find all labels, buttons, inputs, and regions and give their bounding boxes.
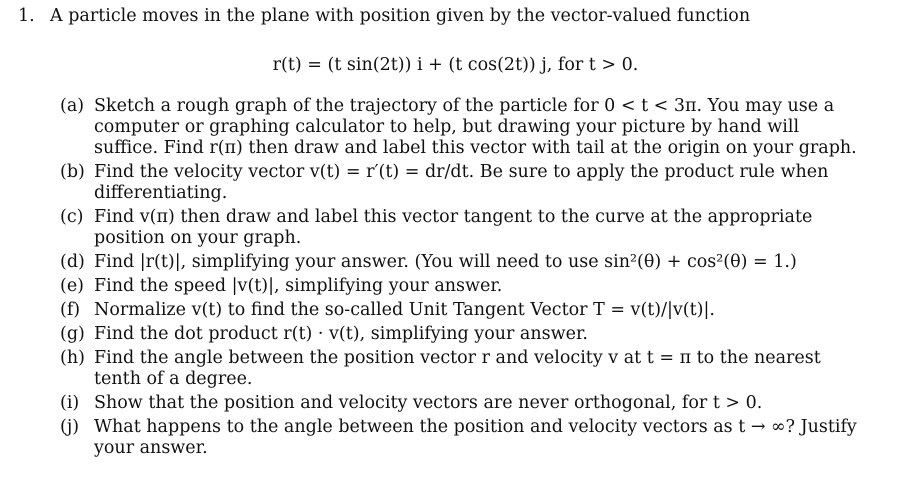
- problem-number: 1.: [18, 6, 35, 26]
- part-text: Find the angle between the position vector r and velocity v at t = π to the nearest tenth of a degree.: [94, 348, 821, 389]
- parts-list: [60, 96, 860, 462]
- part-text: Find v(π) then draw and label this vector tangent to the curve at the appropriate position on your graph.: [94, 207, 813, 248]
- part-i: [60, 393, 860, 414]
- part-label: (c): [60, 207, 84, 227]
- part-text: What happens to the angle between the position and velocity vectors as t → ∞? Justify your answer.: [94, 417, 857, 458]
- part-text: Find the velocity vector v(t) = r′(t) = dr/dt. Be sure to apply the product rule when differentiating.: [94, 162, 829, 203]
- part-text: Sketch a rough graph of the trajectory of the particle for 0 < t < 3π. You may use a computer or graphing calculator to help, but drawing your picture by hand will suffice. Find r(π) then draw and label this vector with tail at the origin on your graph.: [94, 96, 857, 158]
- part-label: (j): [60, 417, 80, 437]
- position-equation: r(t) = (t sin(2t)) i + (t cos(2t)) j, for t > 0.: [272, 55, 639, 75]
- part-label: (b): [60, 162, 85, 182]
- part-e: [60, 276, 860, 297]
- part-c: [60, 207, 860, 249]
- part-d: [60, 252, 860, 273]
- problem-intro: [18, 6, 898, 27]
- part-text: Find the dot product r(t) · v(t), simplifying your answer.: [94, 324, 588, 344]
- part-j: [60, 417, 860, 459]
- part-text: Find the speed |v(t)|, simplifying your answer.: [94, 276, 503, 296]
- part-f: [60, 300, 860, 321]
- part-text: Find |r(t)|, simplifying your answer. (You will need to use sin²(θ) + cos²(θ) = 1.): [94, 252, 797, 272]
- part-text: Normalize v(t) to find the so-called Unit Tangent Vector T = v(t)/|v(t)|.: [94, 300, 715, 320]
- part-text: Show that the position and velocity vectors are never orthogonal, for t > 0.: [94, 393, 763, 413]
- part-b: [60, 162, 860, 204]
- part-label: (a): [60, 96, 85, 116]
- part-label: (d): [60, 252, 85, 272]
- part-h: [60, 348, 860, 390]
- part-label: (i): [60, 393, 80, 413]
- part-label: (e): [60, 276, 85, 296]
- part-label: (h): [60, 348, 85, 368]
- problem-intro-text: A particle moves in the plane with position given by the vector-valued function: [50, 6, 751, 26]
- part-g: [60, 324, 860, 345]
- part-a: [60, 96, 860, 159]
- part-label: (f): [60, 300, 81, 320]
- part-label: (g): [60, 324, 85, 344]
